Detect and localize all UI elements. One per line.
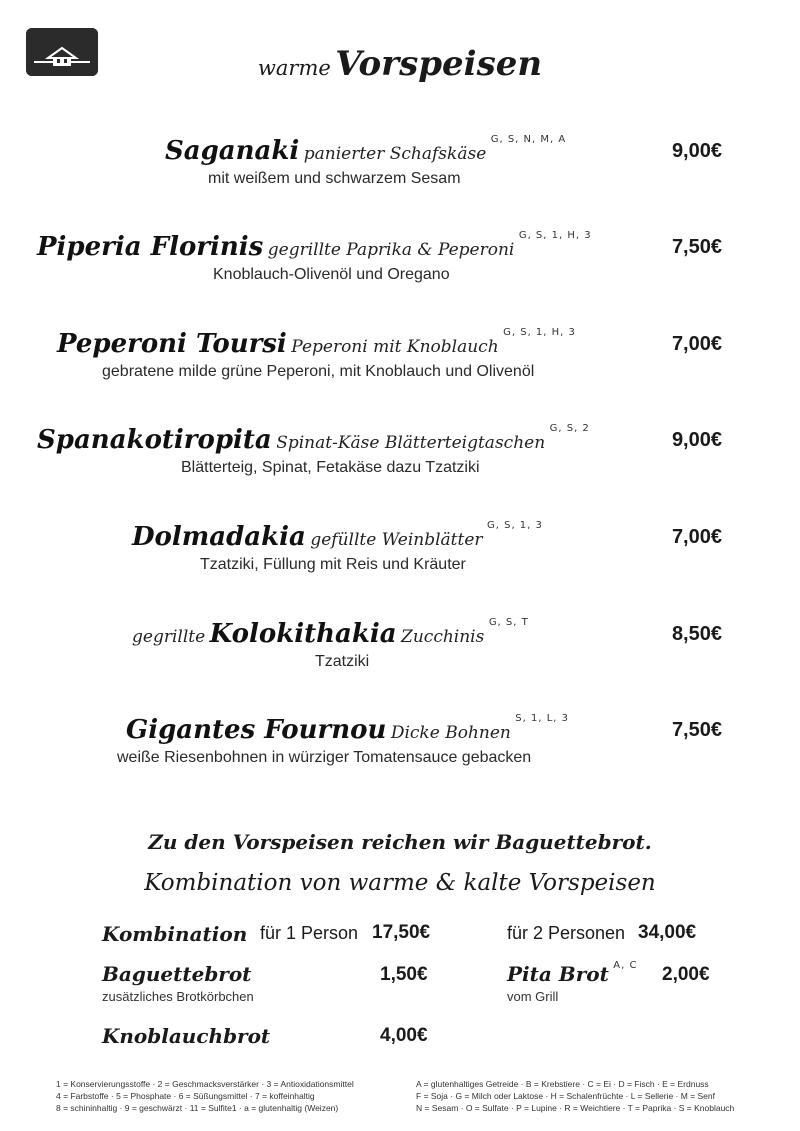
dish-price: 9,00€ — [671, 140, 722, 162]
dish-description: gebratene milde grüne Peperoni, mit Knoblauch und Olivenöl — [102, 363, 535, 380]
dish-name: Peperoni Toursi — [57, 329, 287, 359]
dish-price: 7,00€ — [671, 333, 722, 355]
pita-label: Pita Brot — [507, 962, 609, 986]
footnote-line: N = Sesam · O = Sulfate · P = Lupine · R = Weichtiere · T = Paprika · S = Knoblauch — [416, 1103, 735, 1113]
dish-subname: Zucchinis — [401, 627, 485, 647]
pita-label-group — [507, 962, 637, 986]
baguette-price: 1,50€ — [380, 964, 428, 985]
one-person-text: für 1 Person — [260, 923, 359, 943]
allergen-codes: S, 1, L, 3 — [515, 713, 570, 724]
baguette-label: Baguettebrot — [102, 962, 252, 986]
combination-heading: Kombination von warme & kalte Vorspeisen — [144, 870, 656, 896]
pita-price: 2,00€ — [662, 964, 710, 985]
footnote-line: 1 = Konservierungsstoffe · 2 = Geschmacksverstärker · 3 = Antioxidationsmittel — [56, 1079, 354, 1089]
two-person-text: für 2 Personen — [507, 923, 626, 943]
title-small: warme — [257, 56, 331, 80]
knoblauch-price: 4,00€ — [380, 1025, 428, 1046]
kombination-label: Kombination — [102, 922, 248, 946]
allergen-codes: G, S, 1, H, 3 — [518, 230, 592, 241]
dish-price: 9,00€ — [671, 429, 722, 451]
dish-description: Blätterteig, Spinat, Fetakäse dazu Tzatziki — [181, 459, 480, 476]
dish-subname: Peperoni mit Knoblauch — [291, 337, 499, 357]
dish-subname: gefüllte Weinblätter — [310, 530, 483, 550]
dish-description: weiße Riesenbohnen in würziger Tomatensauce gebacken — [117, 749, 532, 766]
footnote-line: F = Soja · G = Milch oder Laktose · H = Schalenfrüchte · L = Sellerie · M = Senf — [416, 1091, 715, 1101]
footnote-line: 4 = Farbstoffe · 5 = Phosphate · 6 = Süßungsmittel · 7 = koffeinhaltig — [56, 1091, 315, 1101]
allergen-codes: G, S, 2 — [549, 423, 590, 434]
dish-name: Piperia Florinis — [37, 232, 264, 262]
allergen-codes: G, S, N, M, A — [490, 134, 567, 145]
dish-subname: panierter Schafskäse — [303, 144, 487, 164]
dish-subname: gegrillte Paprika & Peperoni — [267, 240, 515, 260]
title-big: Vorspeisen — [335, 44, 543, 84]
dish-price: 7,00€ — [671, 526, 722, 548]
pita-subtext: vom Grill — [507, 989, 559, 1004]
allergen-codes: G, S, 1, H, 3 — [503, 327, 576, 338]
baguette-subtext: zusätzliches Brotkörbchen — [102, 989, 254, 1004]
dish-description: Tzatziki — [315, 653, 370, 670]
dish-description: Tzatziki, Füllung mit Reis und Kräuter — [200, 556, 466, 573]
dish-name: Gigantes Fournou — [126, 715, 387, 745]
dish-name: Saganaki — [165, 136, 300, 166]
dish-name: Kolokithakia — [209, 619, 397, 649]
dish-price: 7,50€ — [671, 236, 722, 258]
dish-name: Dolmadakia — [132, 522, 306, 552]
dish-name: Spanakotiropita — [37, 425, 272, 455]
allergen-codes: G, S, T — [488, 617, 529, 628]
footnote-line: A = glutenhaltiges Getreide · B = Krebstiere · C = Ei · D = Fisch · E = Erdnuss — [416, 1079, 709, 1089]
dish-subname: Dicke Bohnen — [390, 723, 511, 743]
bread-note: Zu den Vorspeisen reichen wir Baguettebrot. — [148, 830, 652, 854]
pita-allergens: A, C — [613, 960, 638, 971]
footnote-line: 8 = schininhaltig · 9 = geschwärzt · 11 = Sulfite1 · a = glutenhaltig (Weizen) — [56, 1103, 339, 1113]
dish-description: mit weißem und schwarzem Sesam — [208, 170, 461, 187]
page-title — [0, 44, 800, 84]
allergens-legend — [416, 1078, 734, 1114]
one-person-price: 17,50€ — [372, 922, 431, 943]
dish-subname: Spinat-Käse Blätterteigtaschen — [276, 433, 546, 453]
two-person-price: 34,00€ — [638, 922, 697, 943]
dish-price: 8,50€ — [671, 623, 722, 645]
allergen-codes: G, S, 1, 3 — [487, 520, 543, 531]
additives-legend — [56, 1078, 354, 1114]
knoblauch-label: Knoblauchbrot — [102, 1024, 271, 1048]
dish-prefix: gegrillte — [132, 627, 206, 647]
dish-description: Knoblauch-Olivenöl und Oregano — [213, 266, 450, 283]
dish-price: 7,50€ — [671, 719, 722, 741]
